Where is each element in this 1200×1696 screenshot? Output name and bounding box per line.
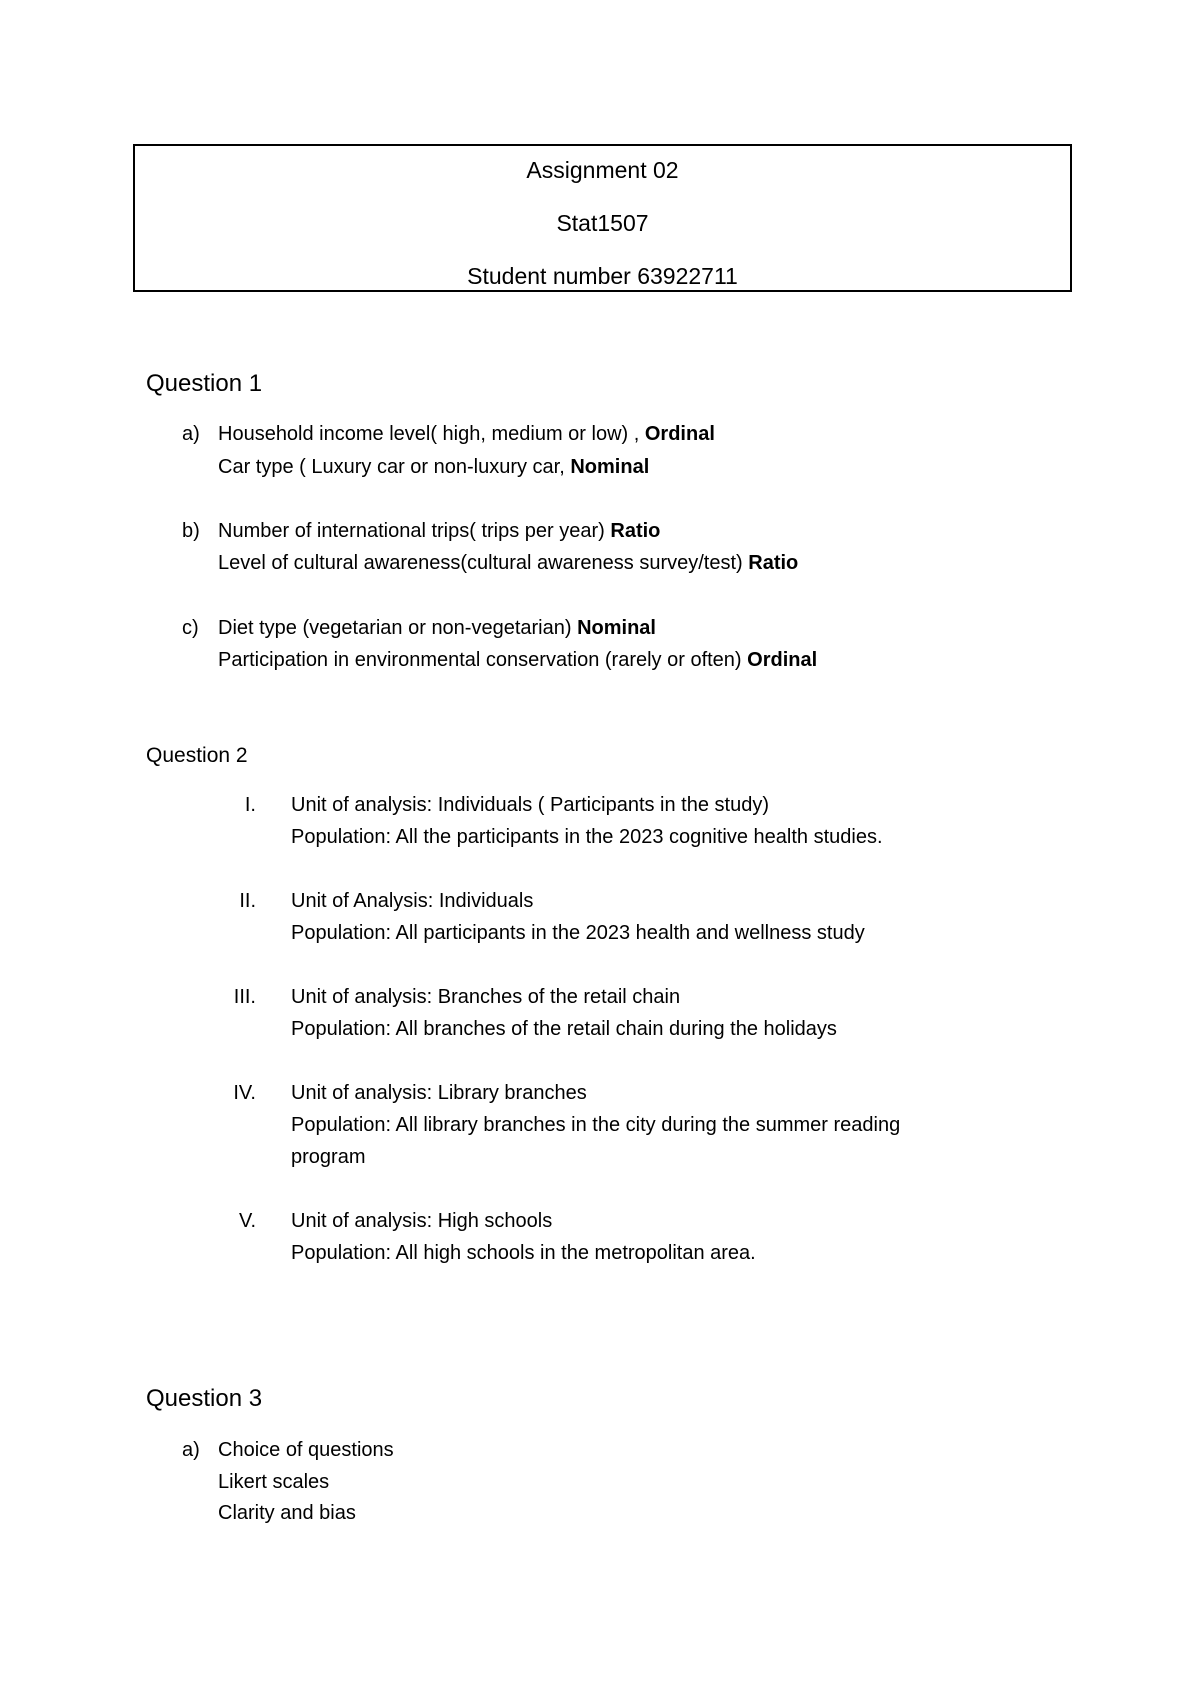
variable-type: Ordinal bbox=[644, 423, 715, 445]
q2-item-ii-unit: Unit of Analysis: Individuals bbox=[291, 890, 534, 912]
q1-item-c-line-2 bbox=[218, 644, 817, 676]
q2-item-i-unit: Unit of analysis: Individuals ( Participants in the study) bbox=[291, 794, 769, 816]
q3-item-a-line-3: Clarity and bias bbox=[218, 1502, 356, 1524]
title-box bbox=[133, 144, 1072, 292]
variable-type: Ratio bbox=[610, 520, 661, 542]
q2-item-iv-unit: Unit of analysis: Library branches bbox=[291, 1082, 587, 1104]
variable-type: Nominal bbox=[577, 617, 656, 639]
q1-item-a-line-1 bbox=[218, 418, 715, 450]
q3-item-a-line-2: Likert scales bbox=[218, 1471, 330, 1493]
q2-item-v-marker: V. bbox=[238, 1210, 256, 1232]
q2-item-i-population: Population: All the participants in the 2023 cognitive health studies. bbox=[291, 826, 883, 848]
q2-item-iii-population: Population: All branches of the retail chain during the holidays bbox=[291, 1018, 837, 1040]
q1-item-b-line-1 bbox=[218, 515, 660, 547]
variable-description: Level of cultural awareness(cultural awareness survey/test) bbox=[218, 552, 743, 574]
q2-item-i-marker: I. bbox=[244, 794, 256, 816]
variable-description: Car type ( Luxury car or non-luxury car, bbox=[218, 456, 565, 478]
variable-type: Ratio bbox=[748, 552, 799, 574]
question-2-heading: Question 2 bbox=[146, 744, 248, 767]
variable-description: Participation in environmental conservation (rarely or often) bbox=[218, 649, 742, 671]
q1-item-b-line-2 bbox=[218, 547, 798, 579]
q1-item-b-marker: b) bbox=[182, 520, 200, 542]
q3-item-a-line-1: Choice of questions bbox=[218, 1439, 394, 1461]
q2-item-ii-marker: II. bbox=[239, 890, 256, 912]
q2-item-iv-population: Population: All library branches in the city during the summer reading bbox=[291, 1114, 901, 1136]
variable-type: Nominal bbox=[570, 456, 650, 478]
course-code: Stat1507 bbox=[556, 210, 649, 236]
q1-item-a-line-2 bbox=[218, 451, 649, 483]
question-3-heading: Question 3 bbox=[146, 1385, 263, 1412]
variable-type: Ordinal bbox=[747, 649, 818, 671]
variable-description: Number of international trips( trips per year) bbox=[218, 520, 605, 542]
q2-item-v-population: Population: All high schools in the metropolitan area. bbox=[291, 1242, 756, 1264]
q1-item-a-marker: a) bbox=[182, 423, 200, 445]
assignment-title: Assignment 02 bbox=[526, 157, 679, 183]
q1-item-c-line-1 bbox=[218, 612, 656, 644]
question-1-heading: Question 1 bbox=[146, 370, 263, 397]
q2-item-v-unit: Unit of analysis: High schools bbox=[291, 1210, 553, 1232]
variable-description: Diet type (vegetarian or non-vegetarian) bbox=[218, 617, 572, 639]
q2-item-ii-population: Population: All participants in the 2023 health and wellness study bbox=[291, 922, 865, 944]
q3-item-a-marker: a) bbox=[182, 1439, 200, 1461]
q2-item-iii-marker: III. bbox=[233, 986, 256, 1008]
q2-item-iii-unit: Unit of analysis: Branches of the retail chain bbox=[291, 986, 681, 1008]
q1-item-c-marker: c) bbox=[182, 617, 199, 639]
variable-description: Household income level( high, medium or low) , bbox=[218, 423, 640, 445]
q2-item-iv-marker: IV. bbox=[233, 1082, 256, 1104]
q2-item-iv-population-cont: program bbox=[291, 1146, 366, 1168]
student-number: Student number 63922711 bbox=[467, 263, 738, 289]
